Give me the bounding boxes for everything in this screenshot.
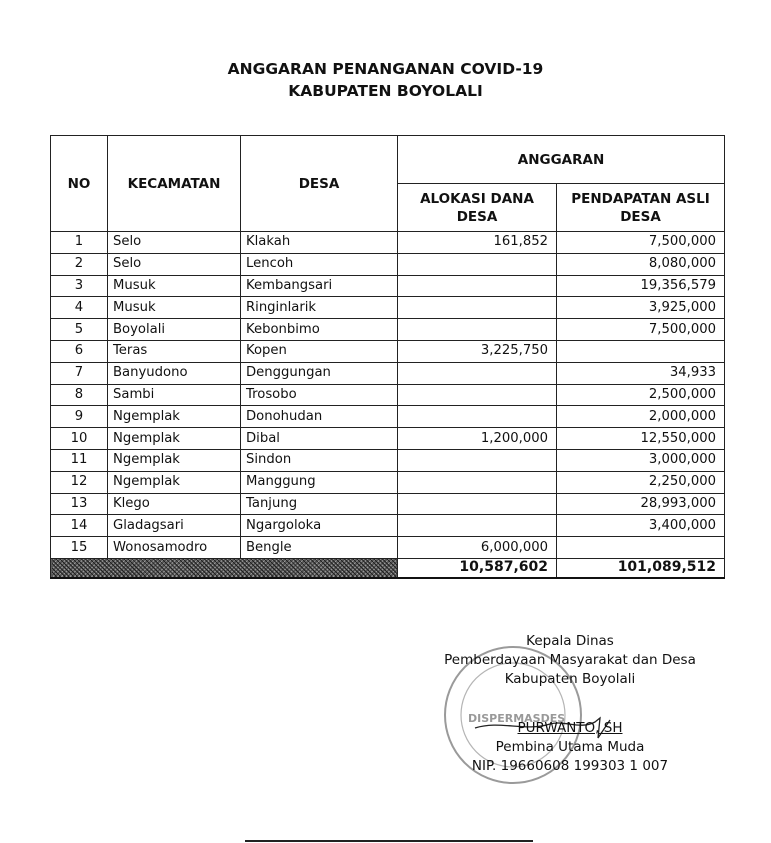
cell-kecamatan: Sambi bbox=[108, 384, 241, 406]
table-row bbox=[51, 537, 725, 559]
cell-no: 8 bbox=[51, 384, 108, 406]
signature-block bbox=[430, 632, 710, 776]
total-alokasi-dana-desa: 10,587,602 bbox=[398, 558, 557, 578]
cell-no: 2 bbox=[51, 253, 108, 275]
cell-desa: Kebonbimo bbox=[241, 319, 398, 341]
stamp-text: DISPERMASDES bbox=[468, 712, 566, 725]
cell-kecamatan: Teras bbox=[108, 340, 241, 362]
table-row bbox=[51, 471, 725, 493]
table-row bbox=[51, 384, 725, 406]
cell-kecamatan: Selo bbox=[108, 253, 241, 275]
total-hatched-cell bbox=[51, 558, 398, 578]
cell-no: 12 bbox=[51, 471, 108, 493]
cell-pendapatan-asli-desa: 8,080,000 bbox=[557, 253, 725, 275]
cell-kecamatan: Ngemplak bbox=[108, 449, 241, 471]
table-body bbox=[51, 232, 725, 559]
cell-alokasi-dana-desa bbox=[398, 449, 557, 471]
cell-alokasi-dana-desa bbox=[398, 253, 557, 275]
table-row bbox=[51, 515, 725, 537]
cell-pendapatan-asli-desa: 7,500,000 bbox=[557, 319, 725, 341]
signature-position: Kepala Dinas bbox=[526, 633, 614, 649]
signature-office: Pemberdayaan Masyarakat dan Desa bbox=[444, 652, 696, 668]
cell-alokasi-dana-desa: 1,200,000 bbox=[398, 428, 557, 450]
cell-alokasi-dana-desa bbox=[398, 297, 557, 319]
cell-desa: Dibal bbox=[241, 428, 398, 450]
cell-pendapatan-asli-desa: 12,550,000 bbox=[557, 428, 725, 450]
header-no: NO bbox=[51, 136, 108, 232]
cell-no: 3 bbox=[51, 275, 108, 297]
document-title bbox=[0, 58, 771, 102]
table-row bbox=[51, 275, 725, 297]
cell-no: 5 bbox=[51, 319, 108, 341]
cell-pendapatan-asli-desa: 28,993,000 bbox=[557, 493, 725, 515]
cell-desa: Lencoh bbox=[241, 253, 398, 275]
total-pendapatan-asli-desa: 101,089,512 bbox=[557, 558, 725, 578]
cell-kecamatan: Musuk bbox=[108, 297, 241, 319]
cell-pendapatan-asli-desa: 2,000,000 bbox=[557, 406, 725, 428]
cell-kecamatan: Ngemplak bbox=[108, 428, 241, 450]
total-row bbox=[51, 558, 725, 578]
cell-pendapatan-asli-desa: 19,356,579 bbox=[557, 275, 725, 297]
cell-kecamatan: Ngemplak bbox=[108, 471, 241, 493]
cell-pendapatan-asli-desa: 3,400,000 bbox=[557, 515, 725, 537]
cell-kecamatan: Banyudono bbox=[108, 362, 241, 384]
signature-rank: Pembina Utama Muda bbox=[495, 739, 645, 755]
cell-pendapatan-asli-desa: 3,925,000 bbox=[557, 297, 725, 319]
cell-pendapatan-asli-desa bbox=[557, 537, 725, 559]
cell-alokasi-dana-desa bbox=[398, 515, 557, 537]
cell-alokasi-dana-desa: 6,000,000 bbox=[398, 537, 557, 559]
table-row bbox=[51, 319, 725, 341]
table-row bbox=[51, 428, 725, 450]
bottom-divider bbox=[245, 840, 533, 842]
title-line-1: ANGGARAN PENANGANAN COVID-19 bbox=[227, 60, 544, 78]
cell-desa: Kembangsari bbox=[241, 275, 398, 297]
cell-alokasi-dana-desa bbox=[398, 275, 557, 297]
table-row bbox=[51, 493, 725, 515]
cell-alokasi-dana-desa bbox=[398, 384, 557, 406]
cell-alokasi-dana-desa: 3,225,750 bbox=[398, 340, 557, 362]
header-alokasi-dana-desa: ALOKASI DANA DESA bbox=[398, 184, 557, 232]
header-pendapatan-asli-desa: PENDAPATAN ASLI DESA bbox=[557, 184, 725, 232]
cell-desa: Ringinlarik bbox=[241, 297, 398, 319]
table-row bbox=[51, 253, 725, 275]
cell-desa: Trosobo bbox=[241, 384, 398, 406]
cell-desa: Bengle bbox=[241, 537, 398, 559]
cell-pendapatan-asli-desa bbox=[557, 340, 725, 362]
cell-alokasi-dana-desa bbox=[398, 406, 557, 428]
cell-kecamatan: Klego bbox=[108, 493, 241, 515]
header-kecamatan: KECAMATAN bbox=[108, 136, 241, 232]
cell-no: 6 bbox=[51, 340, 108, 362]
cell-no: 14 bbox=[51, 515, 108, 537]
table-row bbox=[51, 406, 725, 428]
cell-alokasi-dana-desa bbox=[398, 362, 557, 384]
cell-no: 9 bbox=[51, 406, 108, 428]
cell-kecamatan: Wonosamodro bbox=[108, 537, 241, 559]
table-row bbox=[51, 297, 725, 319]
signature-nip: NIP. 19660608 199303 1 007 bbox=[471, 758, 669, 774]
cell-no: 1 bbox=[51, 232, 108, 254]
signature-region: Kabupaten Boyolali bbox=[504, 671, 636, 687]
cell-desa: Sindon bbox=[241, 449, 398, 471]
cell-no: 13 bbox=[51, 493, 108, 515]
cell-desa: Kopen bbox=[241, 340, 398, 362]
cell-desa: Donohudan bbox=[241, 406, 398, 428]
cell-kecamatan: Selo bbox=[108, 232, 241, 254]
cell-pendapatan-asli-desa: 2,250,000 bbox=[557, 471, 725, 493]
cell-kecamatan: Ngemplak bbox=[108, 406, 241, 428]
cell-alokasi-dana-desa bbox=[398, 493, 557, 515]
table-row bbox=[51, 232, 725, 254]
cell-no: 4 bbox=[51, 297, 108, 319]
cell-alokasi-dana-desa bbox=[398, 319, 557, 341]
title-line-2: KABUPATEN BOYOLALI bbox=[288, 82, 483, 100]
cell-desa: Klakah bbox=[241, 232, 398, 254]
cell-desa: Ngargoloka bbox=[241, 515, 398, 537]
cell-pendapatan-asli-desa: 3,000,000 bbox=[557, 449, 725, 471]
cell-pendapatan-asli-desa: 34,933 bbox=[557, 362, 725, 384]
cell-no: 7 bbox=[51, 362, 108, 384]
table-row bbox=[51, 340, 725, 362]
cell-pendapatan-asli-desa: 7,500,000 bbox=[557, 232, 725, 254]
cell-kecamatan: Musuk bbox=[108, 275, 241, 297]
header-anggaran: ANGGARAN bbox=[398, 136, 725, 184]
signature-name: PURWANTO, SH bbox=[517, 720, 623, 736]
cell-desa: Tanjung bbox=[241, 493, 398, 515]
cell-kecamatan: Boyolali bbox=[108, 319, 241, 341]
budget-table bbox=[50, 135, 725, 579]
cell-no: 15 bbox=[51, 537, 108, 559]
cell-desa: Manggung bbox=[241, 471, 398, 493]
table-row bbox=[51, 362, 725, 384]
cell-alokasi-dana-desa bbox=[398, 471, 557, 493]
cell-kecamatan: Gladagsari bbox=[108, 515, 241, 537]
table-row bbox=[51, 449, 725, 471]
cell-no: 10 bbox=[51, 428, 108, 450]
cell-pendapatan-asli-desa: 2,500,000 bbox=[557, 384, 725, 406]
header-desa: DESA bbox=[241, 136, 398, 232]
cell-desa: Denggungan bbox=[241, 362, 398, 384]
cell-no: 11 bbox=[51, 449, 108, 471]
cell-alokasi-dana-desa: 161,852 bbox=[398, 232, 557, 254]
